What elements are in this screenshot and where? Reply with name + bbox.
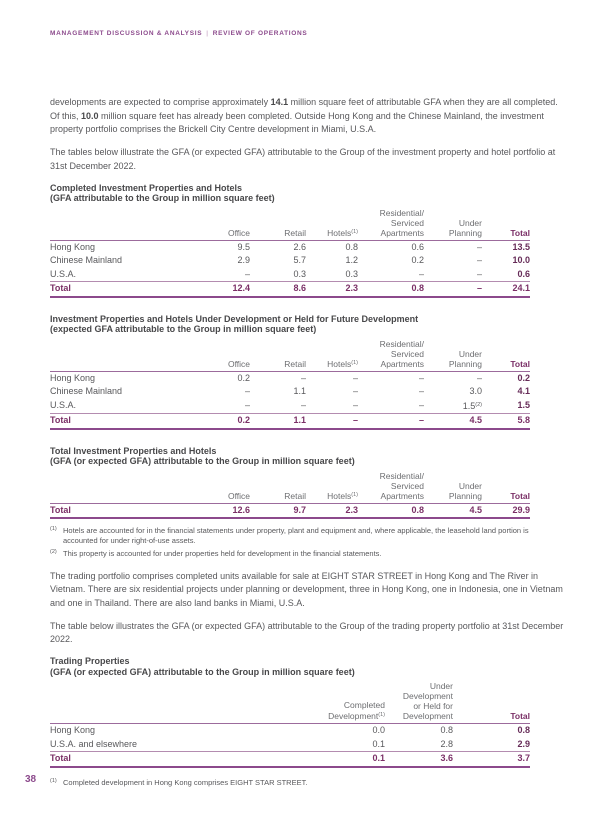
cell-office: –	[244, 268, 250, 279]
table-trading-properties	[50, 656, 530, 768]
cell-planning: 1.5$^{(2)}$	[462, 400, 482, 411]
table-total-row	[50, 281, 530, 298]
cell-total: 0.8	[517, 725, 530, 735]
trading-paragraph-1: The trading portfolio comprises completed units available for sale at EIGHT STAR STREET in Hong Kong and The River in Vietnam. There are six residential projects under planning or development, three in Hong Kong, one in Indonesia, one in Vietnam and one in Thailand. There are also land banks in Miami, U.S.A.	[50, 570, 563, 608]
col-header-office: Office	[227, 490, 250, 501]
col-header-total: Total	[510, 227, 530, 238]
cell-planning: 3.0	[469, 386, 482, 396]
table-subtitle: (GFA (or expected GFA) attributable to the Group in million square feet)	[50, 456, 355, 466]
row-label: Total	[50, 415, 71, 425]
intro-p1-text: million square feet of attributable GFA when they are all completed. Of this,	[50, 97, 558, 121]
cell-office: –	[244, 386, 250, 396]
footnote-marker: (2)	[50, 549, 57, 555]
trading-footnote	[50, 778, 566, 788]
cell-planning: –	[476, 241, 482, 252]
table-row-usa	[50, 399, 530, 414]
cell-total: 5.8	[517, 415, 530, 425]
cell-retail: 5.7	[293, 255, 306, 265]
table-subtitle: (GFA attributable to the Group in million square feet)	[50, 193, 275, 203]
trading-paragraph-2: The table below illustrates the GFA (or expected GFA) attributable to the Group of the trading property portfolio at 31st December 2022.	[50, 620, 564, 644]
cell-retail: 0.3	[293, 268, 306, 279]
cell-completed: 0.0	[372, 725, 385, 735]
cell-total: 2.9	[517, 738, 530, 749]
cell-completed: 0.1	[372, 753, 385, 763]
table-completed-properties	[50, 183, 530, 298]
col-header-retail: Retail	[284, 227, 306, 238]
intro-paragraph-2: The tables below illustrate the GFA (or expected GFA) attributable to the Group of the investment property and hotel portfolio at 31st December 2022.	[50, 147, 556, 171]
cell-planning: –	[476, 283, 482, 293]
col-header-hotels: Hotels$^{(1)}$	[327, 490, 358, 501]
cell-total: 13.5	[512, 241, 530, 252]
intro-p1-figure-2: 10.0	[81, 110, 99, 121]
footnote-ref-1: (1)	[351, 359, 358, 366]
row-label: Hong Kong	[50, 725, 96, 735]
table-row-usa	[50, 268, 530, 282]
col-header-under-development: Under Development or Held for Development	[402, 681, 453, 721]
cell-office: 9.5	[237, 241, 250, 252]
cell-apartments: –	[418, 268, 424, 279]
table-title: Trading Properties	[50, 656, 130, 666]
table-subtitle: (GFA (or expected GFA) attributable to the Group in million square feet)	[50, 666, 355, 677]
col-header-office: Office	[227, 358, 250, 369]
table-header-row	[50, 208, 530, 241]
row-label: U.S.A. and elsewhere	[50, 738, 138, 749]
cell-hotels: 2.3	[345, 504, 358, 515]
cell-hotels: –	[352, 386, 358, 396]
running-header-section: MANAGEMENT DISCUSSION & ANALYSIS	[50, 30, 203, 37]
cell-hotels: –	[352, 400, 358, 410]
col-header-planning: Under Planning	[448, 480, 482, 501]
intro-p1-figure-1: 14.1	[270, 97, 289, 107]
cell-total: 0.2	[517, 372, 530, 383]
cell-planning: 4.5	[469, 504, 482, 515]
footnote-text: Hotels are accounted for in the financial statements under property, plant and equipment and, where applicable, the leasehold land portion is accounted for under right-of-use assets.	[63, 526, 529, 545]
col-header-apartments: Residential/ Serviced Apartments	[379, 207, 424, 238]
col-header-planning: Under Planning	[448, 217, 482, 238]
footnote-text: Completed development in Hong Kong comprises EIGHT STAR STREET.	[63, 777, 308, 787]
cell-hotels: 0.3	[345, 268, 358, 279]
table-row-hong-kong	[50, 724, 530, 738]
table-row-usa-elsewhere	[50, 738, 530, 752]
cell-apartments: –	[418, 400, 424, 410]
col-header-apartments: Residential/ Serviced Apartments	[379, 470, 424, 501]
cell-total: 3.7	[517, 753, 530, 763]
cell-planning: –	[476, 268, 482, 279]
cell-total: 0.6	[517, 268, 530, 279]
cell-under-development: 2.8	[440, 738, 453, 749]
footnote-marker: (1)	[50, 526, 57, 532]
col-header-retail: Retail	[284, 358, 306, 369]
table-row-chinese-mainland	[50, 254, 530, 268]
table-under-development	[50, 314, 530, 430]
table-total-properties	[50, 446, 530, 520]
cell-under-development: 3.6	[440, 753, 453, 763]
col-header-hotels: Hotels$^{(1)}$	[327, 358, 358, 369]
page-content	[50, 96, 566, 791]
cell-total: 10.0	[512, 255, 530, 265]
cell-office: 12.6	[232, 504, 250, 515]
cell-under-development: 0.8	[440, 725, 453, 735]
running-header-chapter: REVIEW OF OPERATIONS	[212, 30, 308, 37]
footnotes-block	[50, 526, 555, 559]
cell-retail: –	[300, 400, 306, 410]
footnote-ref-2: (2)	[475, 401, 482, 408]
cell-apartments: –	[418, 415, 424, 425]
table-header-row	[50, 339, 530, 372]
cell-office: 0.2	[237, 372, 250, 383]
col-header-apartments: Residential/ Serviced Apartments	[379, 338, 424, 369]
table-row-hong-kong	[50, 241, 530, 255]
cell-office: –	[244, 400, 250, 410]
table-total-row	[50, 413, 530, 430]
cell-total: 1.5	[517, 400, 530, 410]
cell-apartments: 0.6	[411, 241, 424, 252]
table-total-row	[50, 751, 530, 768]
table-title: Investment Properties and Hotels Under Development or Held for Future Development	[50, 313, 419, 324]
running-header	[50, 30, 307, 37]
cell-retail: 2.6	[293, 241, 306, 252]
cell-apartments: 0.2	[411, 255, 424, 265]
cell-completed: 0.1	[372, 738, 385, 749]
col-header-total: Total	[510, 358, 530, 369]
cell-retail: 1.1	[293, 415, 306, 425]
row-label: Total	[50, 753, 71, 763]
table-header-row	[50, 681, 530, 724]
table-total-row	[50, 504, 530, 520]
table-row-hong-kong	[50, 372, 530, 386]
footnote-ref-1: (1)	[351, 228, 358, 235]
footnote-ref-1: (1)	[351, 491, 358, 498]
cell-apartments: –	[418, 372, 424, 383]
footnote-marker: (1)	[50, 777, 57, 784]
cell-office: 0.2	[237, 415, 250, 425]
row-label: Chinese Mainland	[50, 386, 123, 396]
table-header-row	[50, 471, 530, 504]
cell-total: 24.1	[512, 283, 530, 293]
col-header-total: Total	[510, 490, 530, 501]
footnote-1	[50, 526, 555, 545]
table-title: Total Investment Properties and Hotels	[50, 445, 217, 456]
footnote-text: This property is accounted for under properties held for development in the financial statements.	[63, 549, 382, 558]
cell-planning: –	[476, 255, 482, 265]
table-title: Completed Investment Properties and Hotels	[50, 182, 243, 193]
cell-apartments: 0.8	[411, 283, 424, 293]
cell-retail: –	[300, 372, 306, 383]
cell-apartments: –	[418, 386, 424, 396]
cell-planning: –	[476, 372, 482, 383]
table-subtitle: (expected GFA attributable to the Group in million square feet)	[50, 324, 317, 334]
cell-planning: 4.5	[469, 415, 482, 425]
intro-p1-text: million square feet has already been completed. Outside Hong Kong and the Chinese Mainland, the investment property portfolio comprises the Brickell City Centre development in Miami, U.S.A.	[50, 110, 544, 134]
col-header-planning: Under Planning	[448, 348, 482, 369]
cell-total: 29.9	[512, 504, 530, 515]
intro-p1-text: developments are expected to comprise approximately	[50, 97, 271, 107]
cell-hotels: 2.3	[345, 283, 358, 293]
cell-retail: 8.6	[293, 283, 306, 293]
intro-paragraph-1	[50, 96, 566, 137]
row-label: Total	[50, 504, 71, 515]
cell-retail: 1.1	[293, 386, 306, 396]
table-row-chinese-mainland	[50, 385, 530, 399]
col-header-total: Total	[510, 711, 530, 721]
cell-hotels: 0.8	[345, 241, 358, 252]
row-label: Chinese Mainland	[50, 255, 123, 265]
cell-hotels: 1.2	[345, 255, 358, 265]
cell-hotels: –	[352, 415, 358, 425]
row-label: U.S.A.	[50, 400, 77, 410]
row-label: U.S.A.	[50, 268, 77, 279]
col-header-office: Office	[227, 227, 250, 238]
footnote-ref-1: (1)	[378, 712, 385, 718]
col-header-retail: Retail	[284, 490, 306, 501]
cell-total: 4.1	[517, 386, 530, 396]
cell-office: 12.4	[232, 283, 250, 293]
col-header-hotels: Hotels$^{(1)}$	[327, 227, 358, 238]
cell-hotels: –	[352, 372, 358, 383]
footnote-2	[50, 549, 555, 559]
row-label: Total	[50, 283, 71, 293]
running-header-separator: |	[206, 30, 209, 37]
cell-office: 2.9	[237, 255, 250, 265]
col-header-completed-development: Completed Development$^{(1)}$	[328, 700, 385, 721]
cell-apartments: 0.8	[411, 504, 424, 515]
cell-retail: 9.7	[293, 504, 306, 515]
row-label: Hong Kong	[50, 372, 96, 383]
page-number: 38	[25, 774, 37, 785]
row-label: Hong Kong	[50, 241, 96, 252]
